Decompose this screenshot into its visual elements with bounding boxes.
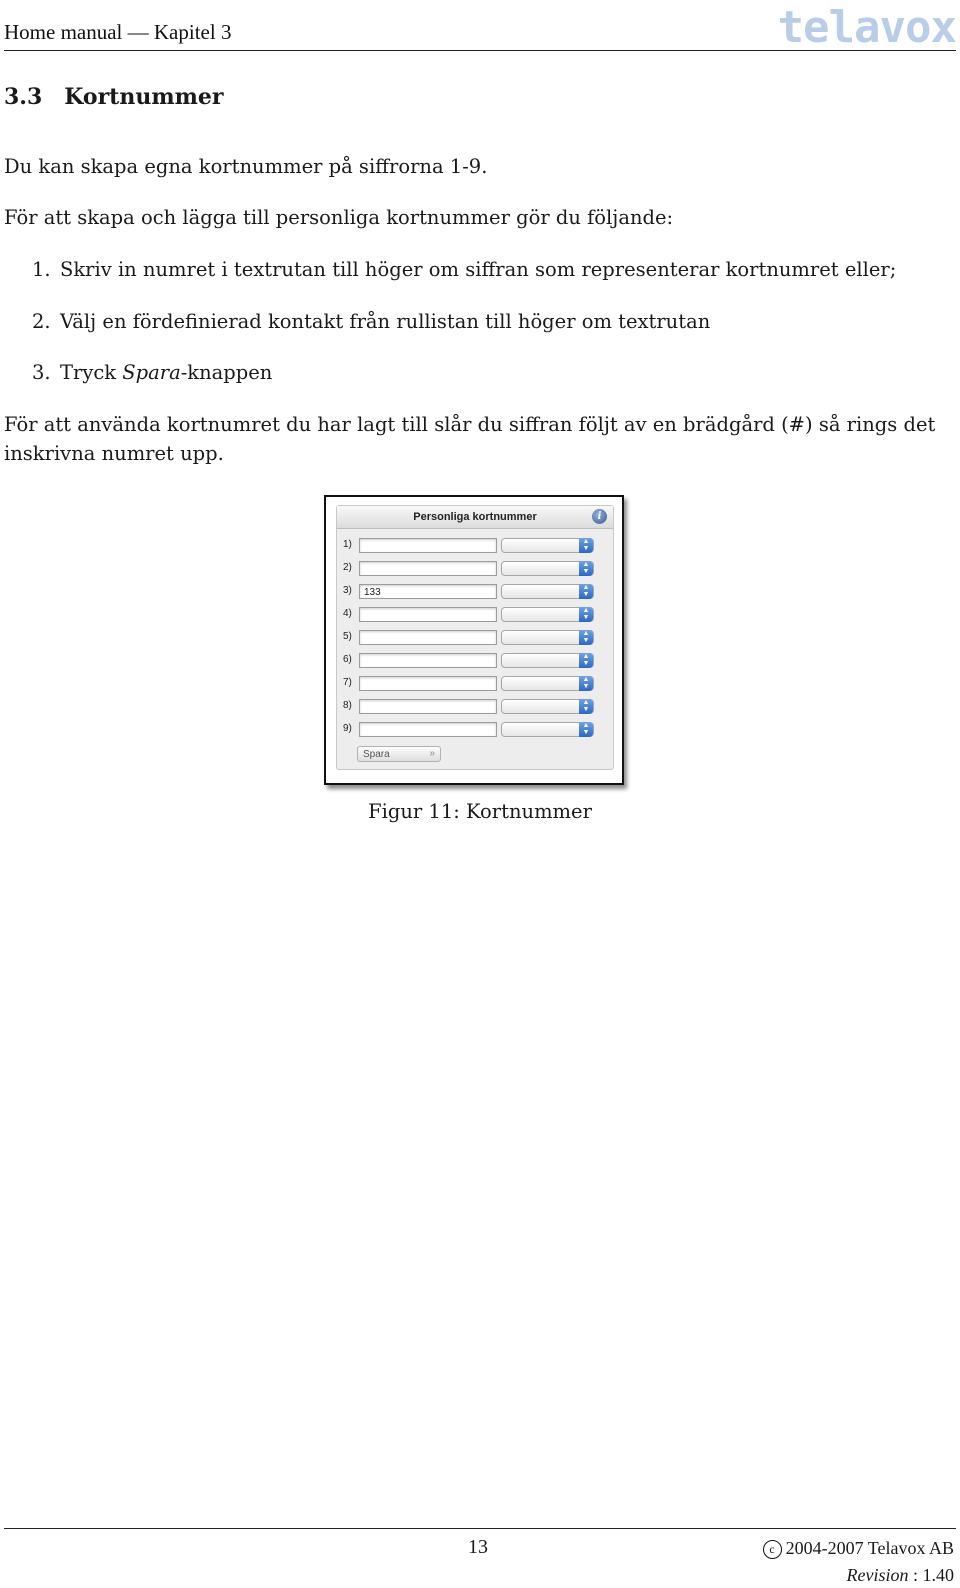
figure-screenshot [324, 495, 624, 785]
number-input[interactable] [359, 607, 497, 622]
list-item-text: Skriv in numret i textrutan till höger om siffran som representerar kortnumret eller; [60, 258, 897, 281]
select-arrows-icon: ▲ ▼ [579, 630, 593, 645]
section-number: 3.3 [4, 84, 43, 110]
list-item [32, 307, 710, 336]
intro-paragraph: Du kan skapa egna kortnummer på siffrorna 1-9. [4, 155, 488, 178]
contact-select[interactable] [501, 538, 594, 553]
row-label: 3) [343, 585, 352, 596]
select-arrows-icon: ▲ ▼ [579, 722, 593, 737]
number-input[interactable] [359, 538, 497, 553]
contact-select[interactable] [501, 561, 594, 576]
speed-dial-panel [336, 505, 614, 770]
page-number: 13 [468, 1536, 488, 1558]
row-label: 7) [343, 677, 352, 688]
speed-dial-row [337, 584, 613, 604]
number-input[interactable]: 133 [359, 584, 497, 599]
header-title: Home manual — Kapitel 3 [4, 20, 232, 44]
usage-paragraph: För att använda kortnumret du har lagt till slår du siffran följt av en brädgård (#) så rings det inskrivna numret upp. [4, 413, 936, 465]
number-input[interactable] [359, 561, 497, 576]
speed-dial-row [337, 630, 613, 650]
row-label: 8) [343, 700, 352, 711]
list-item-text-pre: Tryck [60, 361, 123, 384]
number-input[interactable] [359, 699, 497, 714]
row-label: 6) [343, 654, 352, 665]
list-item-number: 3. [32, 361, 51, 384]
contact-select[interactable] [501, 653, 594, 668]
section-title: Kortnummer [64, 84, 224, 110]
list-item-text: Välj en fördefinierad kontakt från rullistan till höger om textrutan [60, 310, 711, 333]
number-input[interactable] [359, 722, 497, 737]
contact-select[interactable] [501, 584, 594, 599]
speed-dial-row [337, 699, 613, 719]
row-label: 2) [343, 562, 352, 573]
select-arrows-icon: ▲ ▼ [579, 538, 593, 553]
revision-key: Revision [846, 1565, 909, 1585]
speed-dial-row [337, 653, 613, 673]
copyright [763, 1538, 954, 1559]
panel-title: Personliga kortnummer [413, 511, 537, 523]
row-label: 1) [343, 539, 352, 550]
figure-caption: Figur 11: Kortnummer [368, 800, 592, 823]
speed-dial-row [337, 676, 613, 696]
contact-select[interactable] [501, 607, 594, 622]
speed-dial-row [337, 722, 613, 742]
select-arrows-icon: ▲ ▼ [579, 561, 593, 576]
brand-logo: telavox [777, 2, 956, 53]
number-input[interactable] [359, 630, 497, 645]
lead-paragraph: För att skapa och lägga till personliga kortnummer gör du följande: [4, 206, 674, 229]
copyright-text: 2004-2007 Telavox AB [785, 1538, 954, 1558]
select-arrows-icon: ▲ ▼ [579, 699, 593, 714]
select-arrows-icon: ▲ ▼ [579, 607, 593, 622]
select-arrows-icon: ▲ ▼ [579, 584, 593, 599]
list-item [32, 358, 272, 387]
contact-select[interactable] [501, 630, 594, 645]
panel-header [337, 506, 613, 529]
save-button[interactable] [357, 746, 441, 762]
double-chevron-right-icon: » [429, 748, 435, 759]
list-item-text-post: -knappen [180, 361, 273, 384]
list-item [32, 255, 896, 284]
select-arrows-icon: ▲ ▼ [579, 676, 593, 691]
revision-value: : 1.40 [908, 1565, 954, 1585]
save-button-label: Spara [363, 749, 390, 760]
page-header [4, 0, 956, 51]
section-heading [4, 84, 223, 110]
revision [847, 1565, 955, 1586]
number-input[interactable] [359, 653, 497, 668]
speed-dial-row [337, 538, 613, 558]
contact-select[interactable] [501, 676, 594, 691]
speed-dial-row [337, 561, 613, 581]
row-label: 9) [343, 723, 352, 734]
contact-select[interactable] [501, 699, 594, 714]
info-icon[interactable]: i [592, 509, 607, 524]
row-label: 4) [343, 608, 352, 619]
contact-select[interactable] [501, 722, 594, 737]
number-input[interactable] [359, 676, 497, 691]
copyright-icon: c [763, 1540, 782, 1559]
row-label: 5) [343, 631, 352, 642]
list-item-number: 1. [32, 258, 51, 281]
list-item-emphasis: Spara [122, 361, 181, 384]
footer-divider [4, 1528, 956, 1529]
list-item-number: 2. [32, 310, 51, 333]
select-arrows-icon: ▲ ▼ [579, 653, 593, 668]
speed-dial-row [337, 607, 613, 627]
